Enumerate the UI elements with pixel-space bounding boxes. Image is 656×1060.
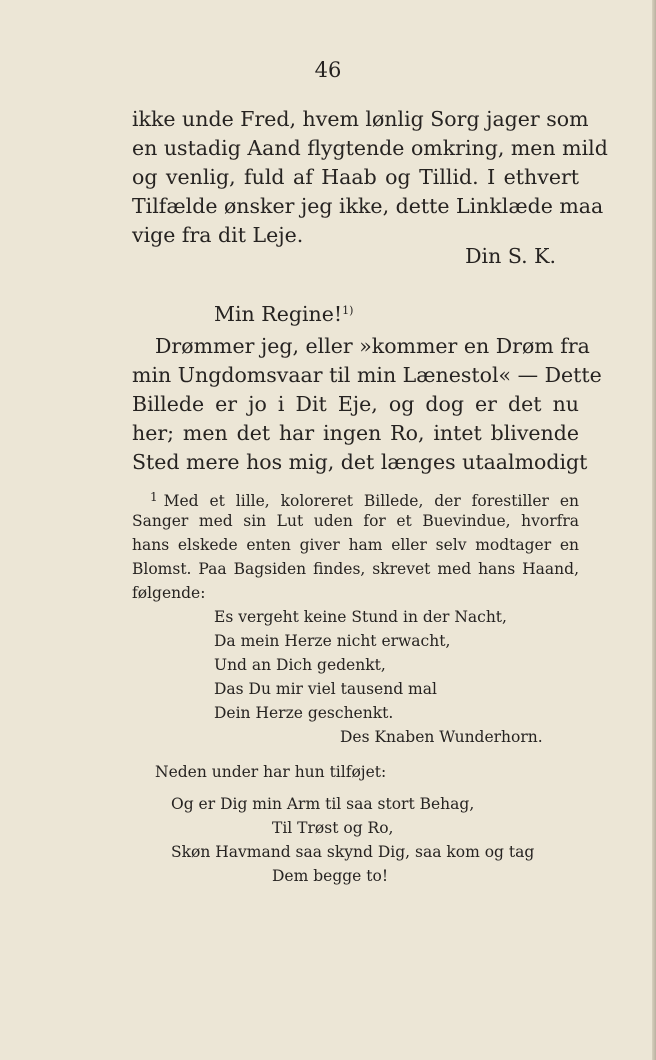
footnote-marker: 1) (342, 304, 354, 317)
footnote-line: hans elskede enten giver ham eller selv modtager en (132, 536, 579, 554)
poem-line: Das Du mir viel tausend mal (214, 680, 437, 698)
text-line: Tilfælde ønsker jeg ikke, dette Linklæde maa (132, 194, 604, 218)
footnote-line (150, 485, 579, 509)
footnote-line: Blomst. Paa Bagsiden findes, skrevet med hans Haand, (132, 560, 579, 578)
text-line: ikke unde Fred, hvem lønlig Sorg jager som (132, 107, 589, 131)
page-number: 46 (314, 58, 342, 82)
poem-line: Da mein Herze nicht erwacht, (214, 632, 451, 650)
poem-source: Des Knaben Wunderhorn. (340, 728, 543, 746)
poem-line: Es vergeht keine Stund in der Nacht, (214, 608, 507, 626)
poem-line: Og er Dig min Arm til saa stort Behag, (171, 795, 475, 813)
footnote-text: Med et lille, koloreret Billede, der forestiller en (163, 492, 579, 510)
poem-line: Dem begge to! (272, 867, 389, 885)
footnote-line: Sanger med sin Lut uden for et Buevindue, hvorfra (132, 512, 579, 530)
text-line: min Ungdomsvaar til min Lænestol« — Dette (132, 363, 602, 387)
poem-line: Und an Dich gedenkt, (214, 656, 386, 674)
text-line: Billede er jo i Dit Eje, og dog er det nu (132, 392, 579, 416)
text-line: og venlig, fuld af Haab og Tillid. I ethvert (132, 165, 579, 189)
text-line: vige fra dit Leje. (132, 223, 304, 247)
text-line: her; men det har ingen Ro, intet blivende (132, 421, 579, 445)
poem-line: Dein Herze geschenkt. (214, 704, 394, 722)
salutation-text: Min Regine! (214, 302, 343, 326)
text-line: Sted mere hos mig, det længes utaalmodigt (132, 450, 588, 474)
poem-line: Skøn Havmand saa skynd Dig, saa kom og tag (171, 843, 535, 861)
addition-intro: Neden under har hun tilføjet: (155, 763, 387, 781)
page-edge (652, 0, 656, 1060)
footnote-line: følgende: (132, 584, 206, 602)
footnote-number: 1 (150, 490, 158, 504)
poem-line: Til Trøst og Ro, (272, 819, 394, 837)
salutation (214, 296, 353, 326)
signature: Din S. K. (465, 244, 556, 268)
text-line: Drømmer jeg, eller »kommer en Drøm fra (155, 334, 590, 358)
text-line: en ustadig Aand flygtende omkring, men mild (132, 136, 608, 160)
